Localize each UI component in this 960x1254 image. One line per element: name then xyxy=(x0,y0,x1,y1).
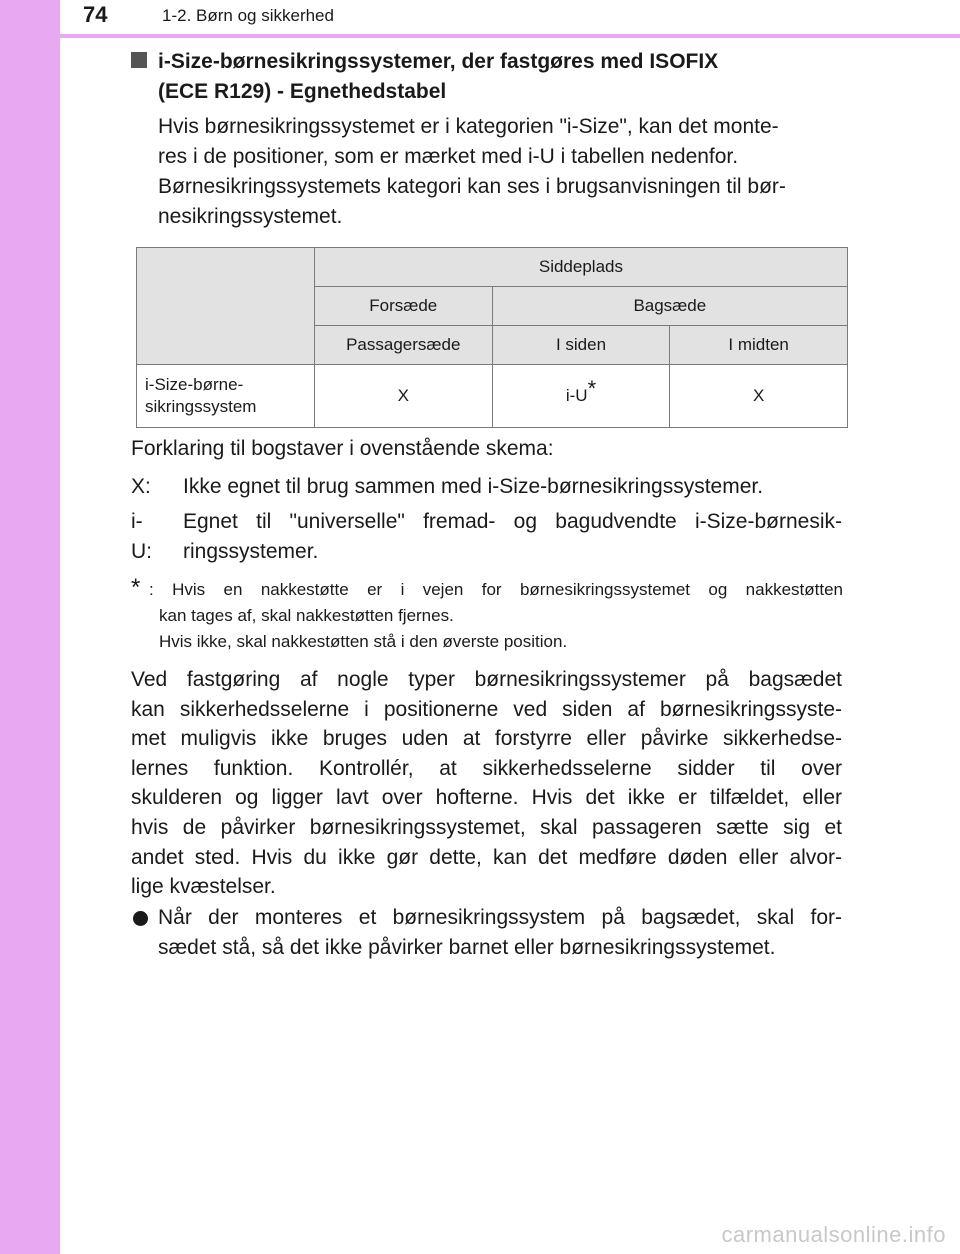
bullet-line: Når der monteres et børnesikringssystem på bagsædet, skal for- xyxy=(158,906,842,929)
header-front-seat: Forsæde xyxy=(314,287,492,326)
row-label-line: i-Size-børne- xyxy=(145,375,244,394)
legend-intro: Forklaring til bogstaver i ovenstående skema: xyxy=(131,437,554,460)
legend-line: ringssystemer. xyxy=(183,540,319,563)
paragraph-line: kan sikkerhedsselerne i positionerne ved siden af børnesikringssyste- xyxy=(131,697,842,721)
page-number: 74 xyxy=(83,2,108,27)
suitability-table xyxy=(136,247,848,428)
square-bullet-icon xyxy=(131,52,147,68)
footnote-asterisk: * xyxy=(131,574,141,601)
cell-outboard xyxy=(492,365,670,428)
paragraph-line: Ved fastgøring af nogle typer børnesikringssystemer på bagsædet xyxy=(131,668,842,691)
round-bullet-icon xyxy=(133,911,148,926)
header-seat-position: Siddeplads xyxy=(314,248,847,287)
intro-text xyxy=(158,112,842,232)
row-label-line: sikringssystem xyxy=(145,397,257,416)
paragraph-line: lernes funktion. Kontrollér, at sikkerhedsselerne sidder til over xyxy=(131,756,842,780)
table-corner-cell xyxy=(137,248,315,365)
header-rear-seat: Bagsæde xyxy=(492,287,847,326)
paragraph-line: skulderen og ligger lavt over hofterne. Hvis det ikke er tilfældet, eller xyxy=(131,786,842,810)
header-outboard: I siden xyxy=(492,326,670,365)
legend-line: Ikke egnet til brug sammen med i-Size-børnesikringssystemer. xyxy=(183,475,764,498)
cell-center: X xyxy=(670,365,848,428)
cell-outboard-value: i-U xyxy=(565,386,588,405)
asterisk-marker: * xyxy=(587,376,597,402)
paragraph-line: andet sted. Hvis du ikke gør dette, kan det medføre døden eller alvor- xyxy=(131,845,842,869)
footnote-text xyxy=(149,577,843,655)
header-center: I midten xyxy=(670,326,848,365)
table-row xyxy=(137,365,848,428)
paragraph-line: hvis de påvirker børnesikringssystemet, skal passageren sætte sig et xyxy=(131,815,842,839)
header-passenger-seat: Passagersæde xyxy=(314,326,492,365)
legend-key: i-U: xyxy=(131,510,152,563)
legend-text xyxy=(183,472,883,502)
footnote-line: : Hvis en nakkestøtte er i vejen for børnesikringssystemet og nakkestøtten xyxy=(149,580,843,599)
intro-line: Børnesikringssystemets kategori kan ses i brugsanvisningen til bør- xyxy=(158,175,786,198)
section-heading xyxy=(158,47,858,107)
intro-line: res i de positioner, som er mærket med i-U i tabellen nedenfor. xyxy=(158,145,739,168)
intro-line: Hvis børnesikringssystemet er i kategorien "i-Size", kan det monte- xyxy=(158,115,779,138)
cell-passenger: X xyxy=(314,365,492,428)
legend-line: Egnet til "universelle" fremad- og bagudvendte i-Size-børnesik- xyxy=(183,510,842,533)
body-paragraph xyxy=(131,665,842,902)
row-label-isize xyxy=(137,365,315,428)
footnote-line: Hvis ikke, skal nakkestøtten stå i den øverste position. xyxy=(159,632,568,651)
legend-text xyxy=(183,507,842,567)
paragraph-line: met muligvis ikke bruges uden at forstyrre eller påvirke sikkerhedse- xyxy=(131,727,842,751)
footnote-line: kan tages af, skal nakkestøtten fjernes. xyxy=(159,606,454,625)
bullet-text xyxy=(158,903,842,963)
legend-key: X: xyxy=(131,475,151,498)
bullet-line: sædet stå, så det ikke påvirker barnet eller børnesikringssystemet. xyxy=(158,936,776,959)
header-rule xyxy=(60,34,960,38)
heading-line: (ECE R129) - Egnethedstabel xyxy=(158,80,447,103)
page-sidebar xyxy=(0,0,60,1254)
paragraph-line: lige kvæstelser. xyxy=(131,875,276,899)
heading-line: i-Size-børnesikringssystemer, der fastgøres med ISOFIX xyxy=(158,50,719,73)
watermark: carmanualsonline.info xyxy=(721,1222,946,1247)
intro-line: nesikringssystemet. xyxy=(158,205,343,228)
section-label: 1-2. Børn og sikkerhed xyxy=(162,6,334,25)
